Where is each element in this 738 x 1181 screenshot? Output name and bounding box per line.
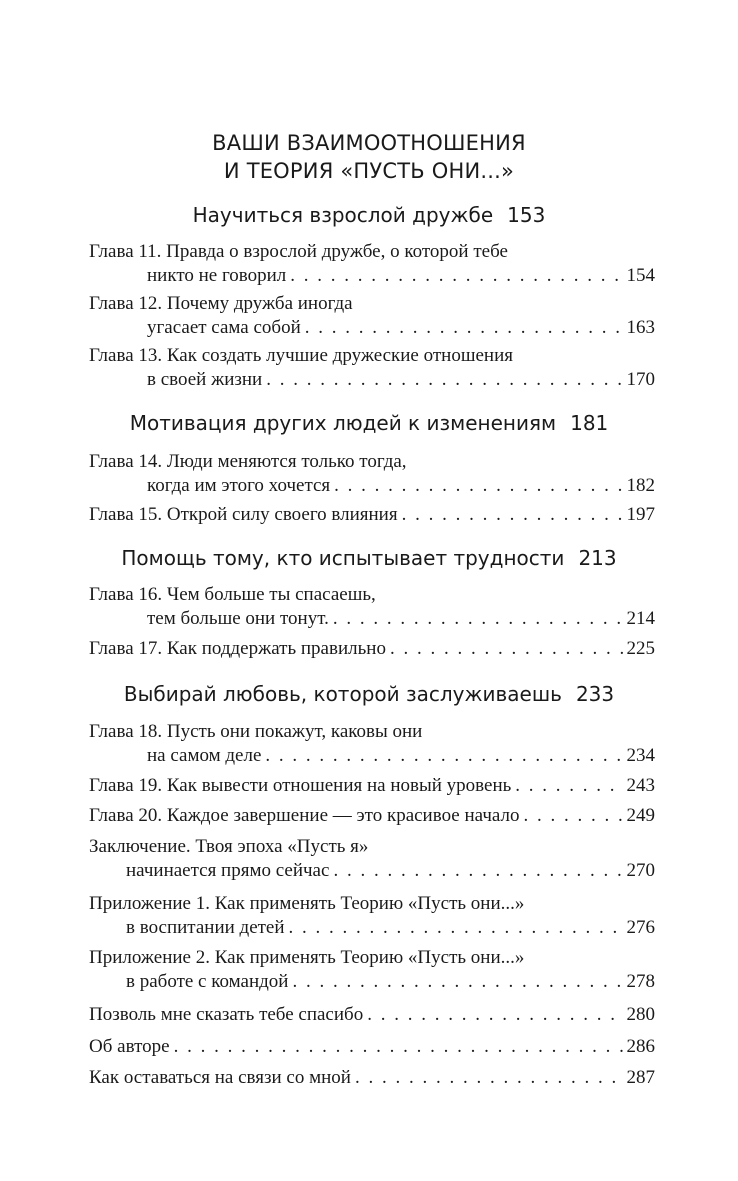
entry-title-cont: в воспитании детей bbox=[126, 917, 285, 938]
entry-page: 154 bbox=[626, 265, 655, 286]
dot-leader bbox=[305, 316, 623, 340]
section-page: 181 bbox=[570, 411, 609, 435]
entry-page: 276 bbox=[626, 917, 655, 938]
entry-title-cont: никто не говорил bbox=[147, 265, 287, 286]
dot-leader bbox=[523, 804, 622, 828]
section-title: Помощь тому, кто испытывает трудности bbox=[121, 546, 565, 570]
entry-title: Приложение 2. Как применять Теорию «Пусть они...» bbox=[89, 947, 525, 968]
entry-page: 214 bbox=[626, 608, 655, 629]
toc-entry[interactable] bbox=[89, 637, 655, 661]
toc-entry[interactable] bbox=[89, 450, 655, 498]
toc-entry[interactable] bbox=[89, 240, 655, 288]
dot-leader bbox=[266, 368, 622, 392]
section-heading bbox=[0, 203, 738, 227]
entry-title: Глава 15. Открой силу своего влияния bbox=[89, 504, 398, 525]
entry-page: 243 bbox=[626, 775, 655, 796]
entry-title: Глава 11. Правда о взрослой дружбе, о которой тебе bbox=[89, 241, 508, 262]
entry-title-cont: на самом деле bbox=[147, 745, 262, 766]
toc-entry[interactable] bbox=[89, 344, 655, 392]
section-heading bbox=[0, 546, 738, 570]
entry-title: Глава 20. Каждое завершение — это красивое начало bbox=[89, 805, 520, 826]
dot-leader bbox=[390, 637, 623, 661]
toc-entry[interactable] bbox=[89, 503, 655, 527]
toc-entry[interactable] bbox=[89, 1003, 655, 1027]
section-heading bbox=[0, 411, 738, 435]
toc-entry[interactable] bbox=[89, 946, 655, 994]
entry-title-cont: когда им этого хочется bbox=[147, 475, 331, 496]
dot-leader bbox=[333, 607, 623, 631]
entry-title: Об авторе bbox=[89, 1036, 170, 1057]
entry-title: Глава 19. Как вывести отношения на новый уровень bbox=[89, 775, 512, 796]
section-heading bbox=[0, 682, 738, 706]
toc-entry[interactable] bbox=[89, 892, 655, 940]
dot-leader bbox=[289, 916, 623, 940]
section-title: Выбирай любовь, которой заслуживаешь bbox=[123, 682, 562, 706]
entry-title-cont: в работе с командой bbox=[126, 971, 289, 992]
toc-entry[interactable] bbox=[89, 720, 655, 768]
entry-page: 170 bbox=[626, 369, 655, 390]
entry-page: 286 bbox=[626, 1036, 655, 1057]
entry-title: Заключение. Твоя эпоха «Пусть я» bbox=[89, 836, 369, 857]
entry-page: 225 bbox=[626, 638, 655, 659]
toc-entry[interactable] bbox=[89, 1066, 655, 1090]
section-page: 153 bbox=[507, 203, 546, 227]
section-title: Научиться взрослой дружбе bbox=[192, 203, 494, 227]
entry-title: Глава 12. Почему дружба иногда bbox=[89, 293, 353, 314]
entry-title: Глава 18. Пусть они покажут, каковы они bbox=[89, 721, 423, 742]
entry-page: 287 bbox=[626, 1067, 655, 1088]
entry-title: Как оставаться на связи со мной bbox=[89, 1067, 351, 1088]
toc-entry[interactable] bbox=[89, 1035, 655, 1059]
entry-page: 280 bbox=[626, 1004, 655, 1025]
entry-page: 278 bbox=[626, 971, 655, 992]
entry-page: 182 bbox=[626, 475, 655, 496]
entry-title: Глава 16. Чем больше ты спасаешь, bbox=[89, 584, 376, 605]
toc-entry[interactable] bbox=[89, 835, 655, 883]
section-page: 213 bbox=[578, 546, 617, 570]
part-title-line2: И ТЕОРИЯ «ПУСТЬ ОНИ...» bbox=[223, 159, 515, 183]
entry-title-cont: тем больше они тонут. bbox=[147, 608, 329, 629]
entry-title-cont: начинается прямо сейчас bbox=[126, 860, 330, 881]
dot-leader bbox=[292, 970, 622, 994]
entry-page: 163 bbox=[626, 317, 655, 338]
dot-leader bbox=[515, 774, 622, 798]
section-title: Мотивация других людей к изменениям bbox=[129, 411, 557, 435]
toc-entry[interactable] bbox=[89, 292, 655, 340]
entry-page: 249 bbox=[626, 805, 655, 826]
entry-title: Глава 14. Люди меняются только тогда, bbox=[89, 451, 407, 472]
dot-leader bbox=[265, 744, 622, 768]
entry-title: Позволь мне сказать тебе спасибо bbox=[89, 1004, 364, 1025]
dot-leader bbox=[174, 1035, 623, 1059]
toc-entry[interactable] bbox=[89, 774, 655, 798]
entry-title-cont: угасает сама собой bbox=[147, 317, 301, 338]
entry-page: 197 bbox=[626, 504, 655, 525]
toc-entry[interactable] bbox=[89, 804, 655, 828]
dot-leader bbox=[290, 264, 622, 288]
dot-leader bbox=[355, 1066, 623, 1090]
entry-title: Глава 13. Как создать лучшие дружеские отношения bbox=[89, 345, 513, 366]
entry-page: 270 bbox=[626, 860, 655, 881]
dot-leader bbox=[334, 474, 622, 498]
entry-title: Глава 17. Как поддержать правильно bbox=[89, 638, 386, 659]
dot-leader bbox=[367, 1003, 622, 1027]
section-page: 233 bbox=[575, 682, 615, 706]
part-title-line1: ВАШИ ВЗАИМООТНОШЕНИЯ bbox=[212, 131, 526, 155]
entry-page: 234 bbox=[626, 745, 655, 766]
entry-title: Приложение 1. Как применять Теорию «Пусть они...» bbox=[89, 893, 525, 914]
entry-title-cont: в своей жизни bbox=[147, 369, 263, 390]
dot-leader bbox=[402, 503, 623, 527]
toc-entry[interactable] bbox=[89, 583, 655, 631]
dot-leader bbox=[333, 859, 622, 883]
